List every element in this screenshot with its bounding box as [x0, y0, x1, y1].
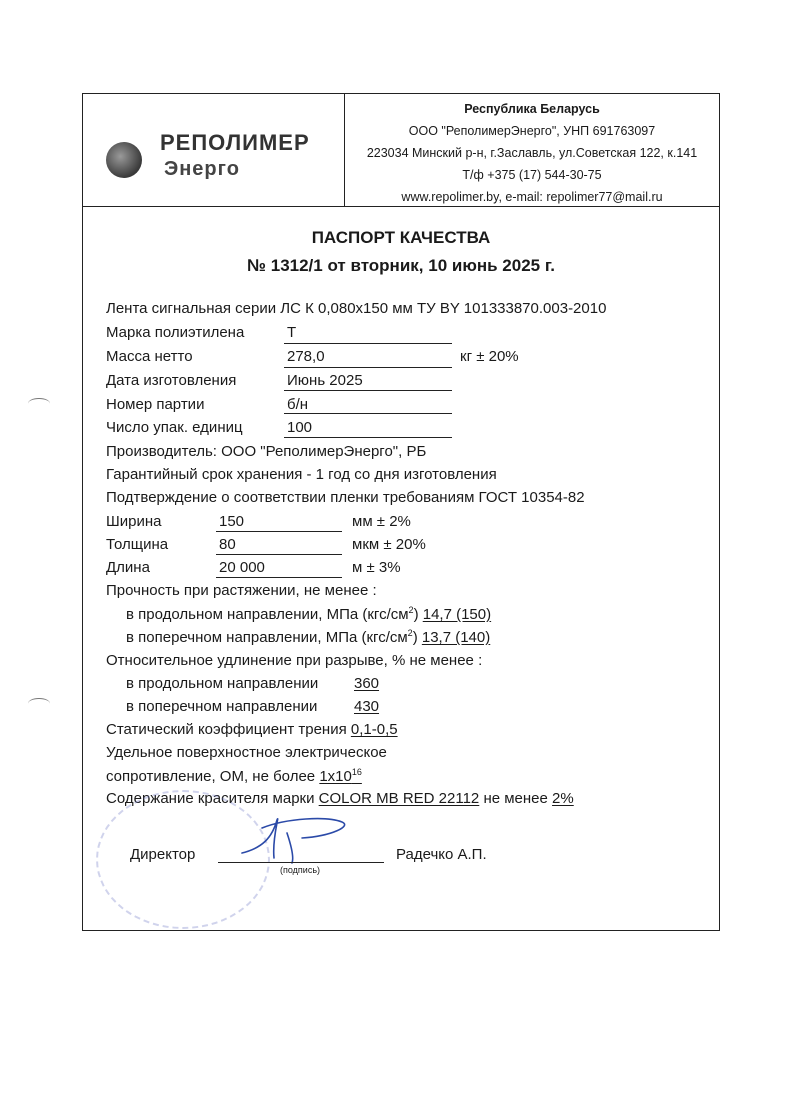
- manufacturer: Производитель: ООО "РеполимерЭнерго", РБ: [106, 443, 427, 460]
- friction: Статический коэффициент трения 0,1-0,5: [106, 721, 398, 738]
- dye-brand: COLOR MB RED 22112: [318, 790, 480, 807]
- scan-mark: [28, 398, 50, 409]
- field-value: б/н: [287, 396, 309, 413]
- dim-label: Ширина: [106, 513, 162, 530]
- resistance-value: $1х10^{16}$: [319, 767, 362, 785]
- elongation-long-label: в продольном направлении: [126, 675, 319, 692]
- field-label: Масса нетто: [106, 348, 193, 365]
- dim-unit: мкм ± 20%: [352, 536, 426, 553]
- strength-heading: Прочность при растяжении, не менее :: [106, 582, 377, 599]
- strength-long-value: 14,7 (150): [422, 606, 492, 623]
- signature-caption: (подпись): [280, 865, 321, 875]
- dim-value: 20 000: [219, 559, 265, 576]
- logo-line1: РЕПОЛИМЕР: [160, 130, 310, 155]
- signature-name: Радечко А.П.: [396, 846, 487, 863]
- resistance-line1: Удельное поверхностное электрическое: [106, 744, 387, 761]
- strength-trans: в поперечном направлении, МПа $(кгс/см^2)$ 13,7 (140): [126, 628, 491, 646]
- dim-underline: [216, 531, 342, 532]
- field-value: Т: [287, 324, 297, 341]
- field-label: Число упак. единиц: [106, 419, 243, 436]
- logo-icon: [106, 142, 142, 178]
- strength-trans-value: 13,7 (140): [421, 629, 491, 646]
- strength-long: в продольном направлении, МПа $(кгс/см^2)$ 14,7 (150): [126, 605, 492, 623]
- friction-value: 0,1-0,5: [350, 721, 398, 738]
- document-number: № 1312/1 от вторник, 10 июнь 2025 г.: [247, 256, 555, 275]
- dye-value: 2%: [552, 790, 574, 807]
- field-unit: кг ± 20%: [460, 348, 519, 365]
- signature-role: Директор: [130, 846, 196, 863]
- field-underline: [284, 390, 452, 391]
- phone: Т/ф +375 (17) 544-30-75: [462, 168, 602, 182]
- dim-value: 150: [219, 513, 245, 530]
- address: 223034 Минский р-н, г.Заславль, ул.Советская 122, к.141: [366, 146, 698, 160]
- field-value: Июнь 2025: [287, 372, 363, 389]
- field-label: Марка полиэтилена: [106, 324, 245, 341]
- dim-unit: м ± 3%: [352, 559, 401, 576]
- document-title: ПАСПОРТ КАЧЕСТВА: [311, 228, 491, 247]
- resistance: сопротивление, ОМ, не более $1х10^{16}$: [106, 767, 362, 785]
- field-underline: [284, 367, 452, 368]
- dim-unit: мм ± 2%: [352, 513, 411, 530]
- elongation-trans-label: в поперечном направлении: [126, 698, 318, 715]
- field-label: Номер партии: [106, 396, 205, 413]
- field-underline: [284, 343, 452, 344]
- company: ООО "РеполимерЭнерго", УНП 691763097: [408, 124, 656, 138]
- field-value: 278,0: [287, 348, 325, 365]
- dye: Содержание красителя марки COLOR MB RED 22112 не менее 2%: [106, 790, 574, 807]
- elongation-long-value: 360: [354, 675, 380, 692]
- dim-value: 80: [219, 536, 236, 553]
- warranty: Гарантийный срок хранения - 1 год со дня изготовления: [106, 466, 497, 483]
- scan-mark: [28, 698, 50, 709]
- conformity: Подтверждение о соответствии пленки требованиям ГОСТ 10354-82: [106, 489, 585, 506]
- dim-underline: [216, 577, 342, 578]
- signature-line: [218, 862, 384, 863]
- country: Республика Беларусь: [464, 102, 600, 116]
- field-label: Дата изготовления: [106, 372, 237, 389]
- elongation-trans-value: 430: [354, 698, 380, 715]
- elongation-heading: Относительное удлинение при разрыве, % не менее :: [106, 652, 483, 669]
- web-email: www.repolimer.by, e-mail: repolimer77@mail.ru: [401, 190, 663, 204]
- dim-label: Толщина: [106, 536, 169, 553]
- product-line: Лента сигнальная серии ЛС К 0,080х150 мм ТУ BY 101333870.003-2010: [106, 300, 607, 317]
- field-underline: [284, 437, 452, 438]
- logo-line2: Энерго: [164, 158, 240, 180]
- signature-icon: [232, 808, 362, 868]
- header-divider: [82, 206, 720, 207]
- field-underline: [284, 413, 452, 414]
- dim-label: Длина: [106, 559, 150, 576]
- field-value: 100: [287, 419, 313, 436]
- dim-underline: [216, 554, 342, 555]
